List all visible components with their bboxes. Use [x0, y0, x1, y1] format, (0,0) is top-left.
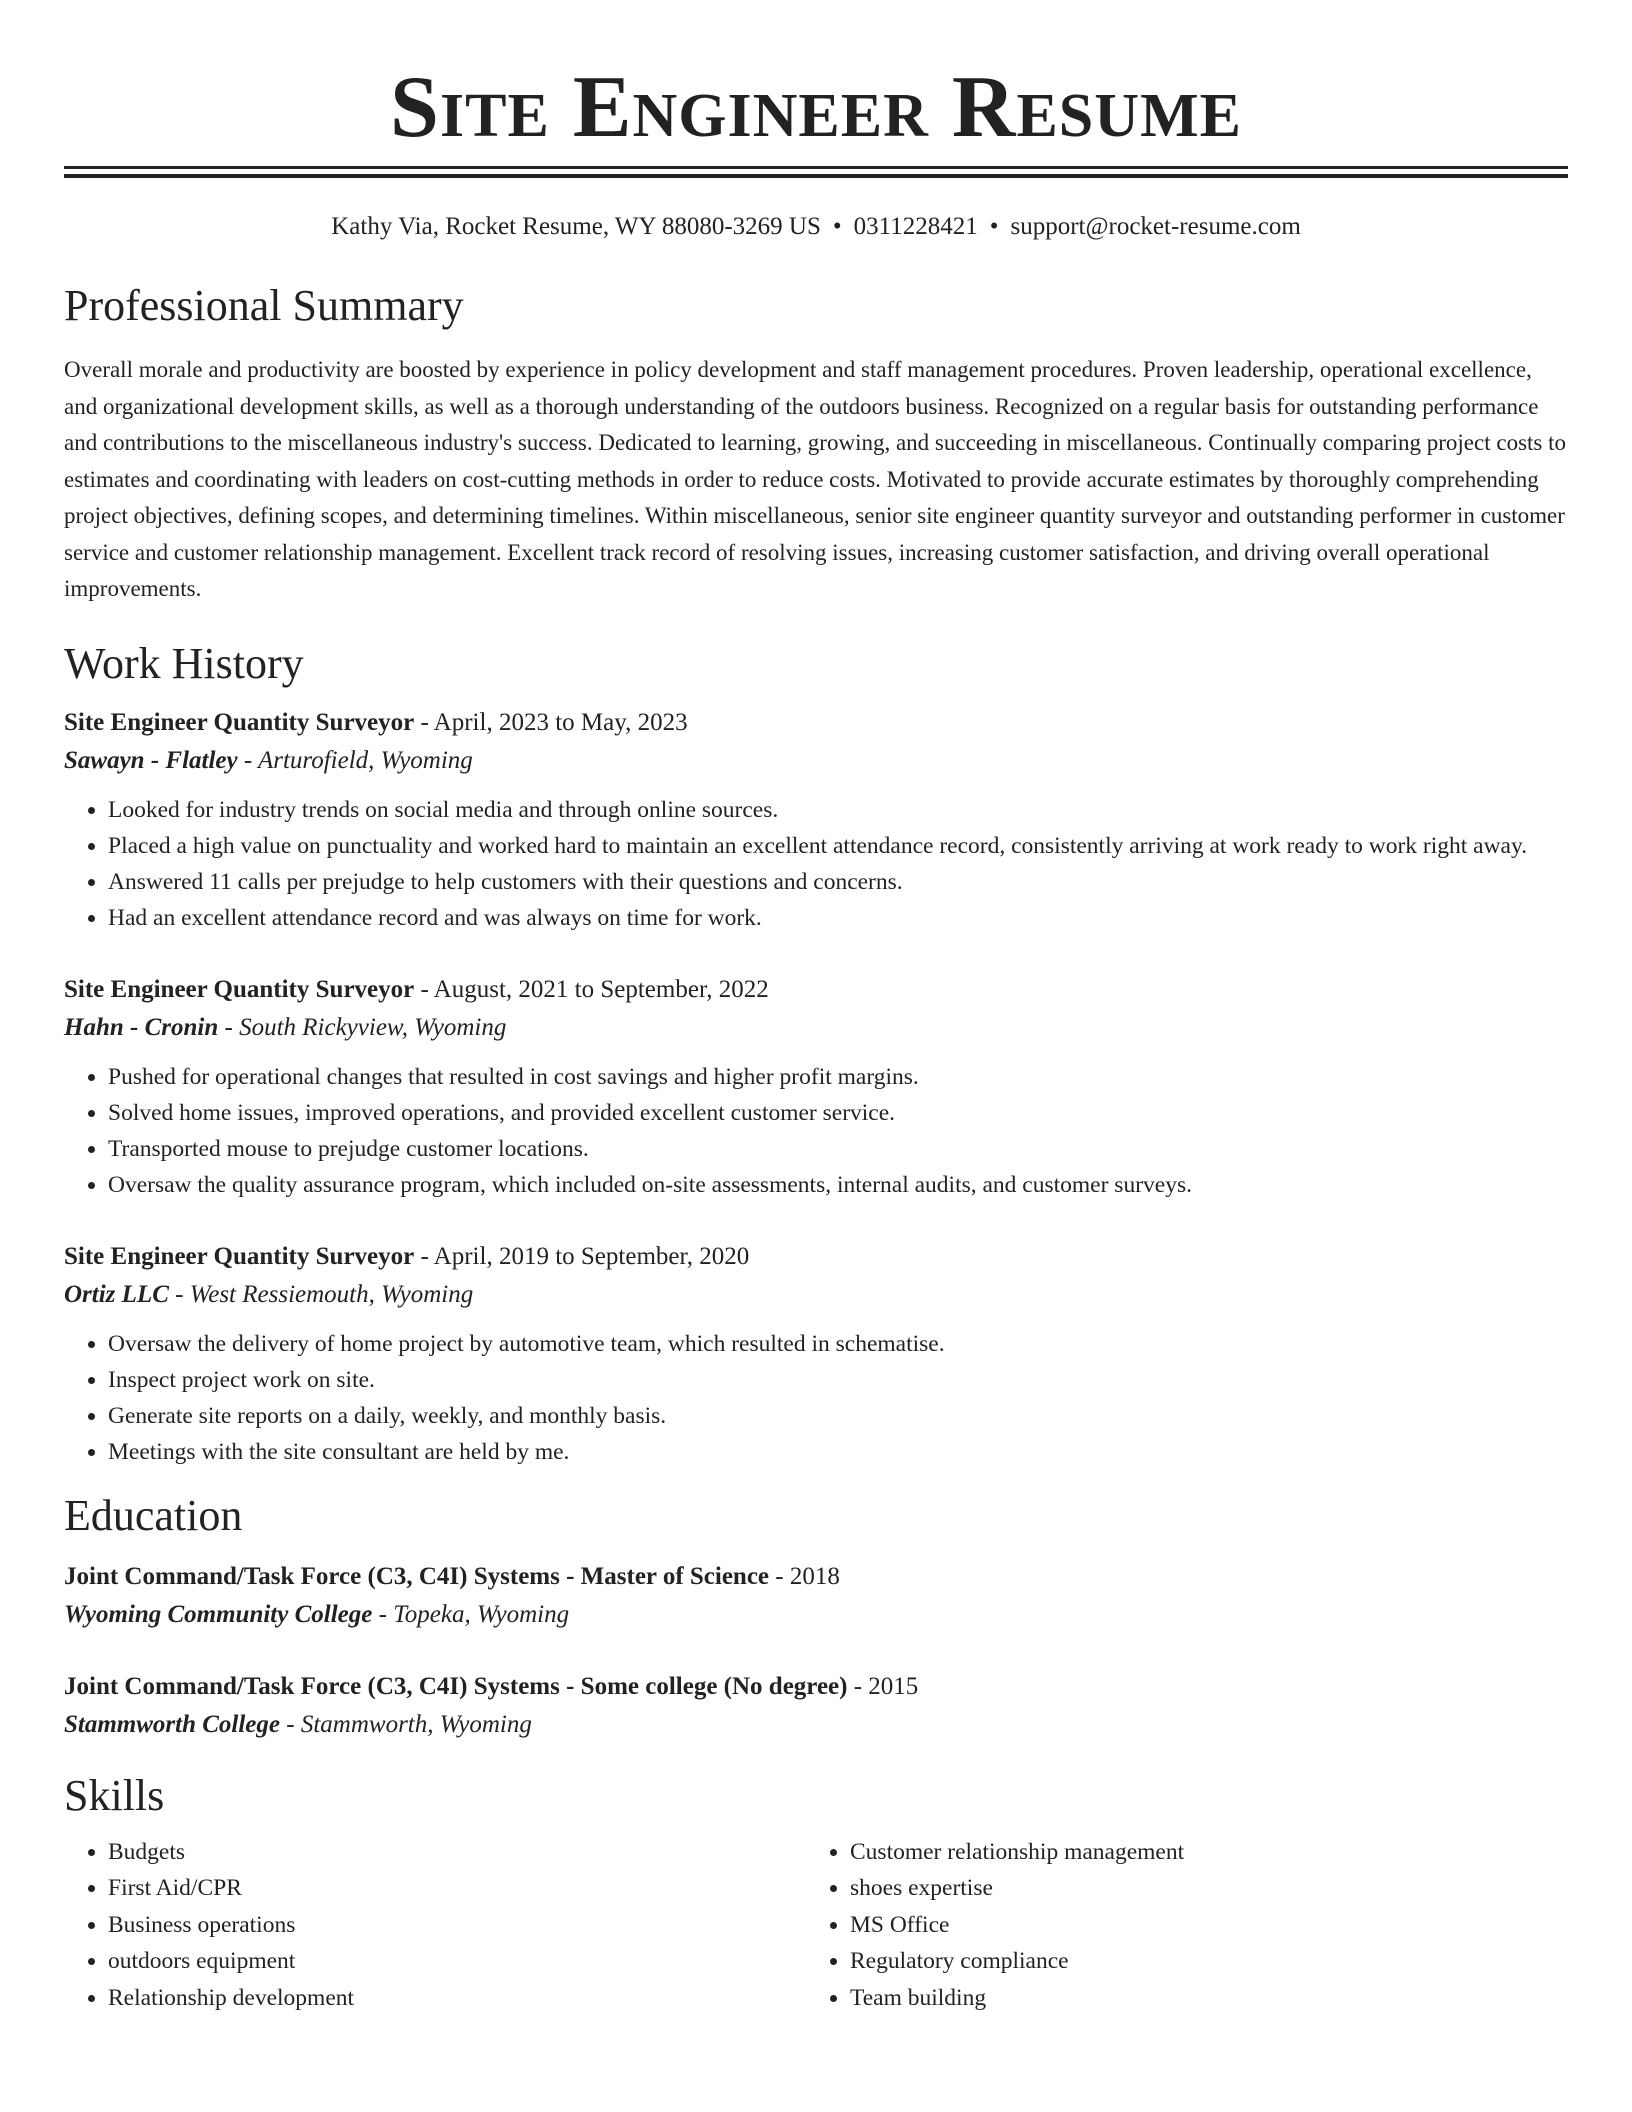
- employer-name: Hahn - Cronin: [64, 1013, 219, 1041]
- skills-column-right: [806, 1834, 1548, 2017]
- employer-name: Ortiz LLC: [64, 1280, 169, 1308]
- employer-name: Sawayn - Flatley: [64, 746, 238, 774]
- skill-item: • MS Office: [850, 1907, 1548, 1944]
- job-bullets: [64, 792, 1568, 936]
- summary-heading: Professional Summary: [64, 281, 464, 330]
- job-dates: - April, 2019 to September, 2020: [414, 1242, 750, 1270]
- degree-year: - 2018: [769, 1562, 840, 1590]
- skills-column-left: [64, 1834, 806, 2017]
- job-bullet: • Generate site reports on a daily, weekly, and monthly basis.: [108, 1398, 1568, 1434]
- contact-address: Kathy Via, Rocket Resume, WY 88080-3269 US: [331, 213, 821, 240]
- degree-name: Joint Command/Task Force (C3, C4I) Systems - Master of Science: [64, 1562, 770, 1590]
- employer-location: - Arturofield, Wyoming: [237, 746, 473, 774]
- employer-location: - South Rickyview, Wyoming: [218, 1013, 507, 1041]
- job-bullet: • Had an excellent attendance record and was always on time for work.: [108, 900, 1568, 936]
- title-divider-thick: [64, 174, 1568, 178]
- employer-line: [64, 1009, 1568, 1047]
- contact-email: support@rocket-resume.com: [1010, 213, 1301, 240]
- education-heading: Education: [64, 1490, 243, 1540]
- skill-item: • shoes expertise: [850, 1870, 1548, 1907]
- job-bullet: • Oversaw the delivery of home project by automotive team, which resulted in schematise.: [108, 1326, 1568, 1362]
- job-bullet: • Transported mouse to prejudge customer locations.: [108, 1131, 1568, 1167]
- job-role: Site Engineer Quantity Surveyor: [64, 708, 415, 736]
- contact-line: [64, 212, 1568, 242]
- education-entry: [64, 1668, 1568, 1744]
- contact-separator: •: [989, 213, 999, 240]
- job-bullets: [64, 1326, 1568, 1470]
- education-entry: [64, 1558, 1568, 1634]
- contact-phone: 0311228421: [853, 213, 978, 240]
- school-location: - Topeka, Wyoming: [372, 1600, 570, 1628]
- skill-item: • Relationship development: [108, 1980, 806, 2017]
- job-bullet: • Looked for industry trends on social media and through online sources.: [108, 792, 1568, 828]
- skills-list: [64, 1834, 806, 2017]
- job-title-line: [64, 1238, 1568, 1276]
- degree-name: Joint Command/Task Force (C3, C4I) Systems - Some college (No degree): [64, 1672, 848, 1700]
- contact-separator: •: [832, 213, 842, 240]
- skill-item: • Business operations: [108, 1907, 806, 1944]
- title-divider-thin: [64, 166, 1568, 169]
- employer-line: [64, 742, 1568, 780]
- school-name: Wyoming Community College: [64, 1600, 373, 1628]
- school-line: [64, 1596, 1568, 1634]
- skill-item: • Customer relationship management: [850, 1834, 1548, 1871]
- skill-item: • Regulatory compliance: [850, 1943, 1548, 1980]
- job-bullets: [64, 1059, 1568, 1203]
- job-entry: [64, 704, 1568, 936]
- school-line: [64, 1706, 1568, 1744]
- employer-line: [64, 1276, 1568, 1314]
- job-bullet: • Meetings with the site consultant are held by me.: [108, 1434, 1568, 1470]
- job-dates: - April, 2023 to May, 2023: [414, 708, 688, 736]
- job-bullet: • Placed a high value on punctuality and worked hard to maintain an excellent attendance record, consistently arriving at work ready to work right away.: [108, 828, 1568, 864]
- work-history-heading: Work History: [64, 638, 304, 688]
- job-bullet: • Pushed for operational changes that resulted in cost savings and higher profit margins.: [108, 1059, 1568, 1095]
- summary-text: Overall morale and productivity are boosted by experience in policy development and staff management procedures. Proven leadership, operational excellence, and organizational development skills, as well as a thorough understanding of the outdoors business. Recognized on a regular basis for outstanding performance and contributions to the miscellaneous industry's success. Dedicated to learning, growing, and succeeding in miscellaneous. Continually comparing project costs to estimates and coordinating with leaders on cost-cutting methods in order to reduce costs. Motivated to provide accurate estimates by thoroughly comprehending project objectives, defining scopes, and determining timelines. Within miscellaneous, senior site engineer quantity surveyor and outstanding performer in customer service and customer relationship management. Excellent track record of resolving issues, increasing customer satisfaction, and driving overall operational improvements.: [64, 357, 1566, 601]
- job-role: Site Engineer Quantity Surveyor: [64, 1242, 415, 1270]
- skills-heading: Skills: [64, 1770, 165, 1820]
- degree-year: - 2015: [847, 1672, 919, 1700]
- degree-line: [64, 1558, 1568, 1596]
- job-bullet: • Answered 11 calls per prejudge to help customers with their questions and concerns.: [108, 864, 1568, 900]
- school-name: Stammworth College: [64, 1710, 281, 1738]
- resume-title: Site Engineer Resume: [390, 59, 1242, 156]
- skill-item: • outdoors equipment: [108, 1943, 806, 1980]
- job-bullet: • Oversaw the quality assurance program, which included on-site assessments, internal audits, and customer surveys.: [108, 1167, 1568, 1203]
- job-title-line: [64, 704, 1568, 742]
- job-dates: - August, 2021 to September, 2022: [414, 975, 769, 1003]
- job-title-line: [64, 971, 1568, 1009]
- school-location: - Stammworth, Wyoming: [280, 1710, 532, 1738]
- skill-item: • First Aid/CPR: [108, 1870, 806, 1907]
- job-bullet: • Inspect project work on site.: [108, 1362, 1568, 1398]
- skill-item: • Budgets: [108, 1834, 806, 1871]
- job-role: Site Engineer Quantity Surveyor: [64, 975, 415, 1003]
- job-entry: [64, 1238, 1568, 1470]
- employer-location: - West Ressiemouth, Wyoming: [168, 1280, 474, 1308]
- skills-list: [806, 1834, 1548, 2017]
- skills-grid: [64, 1834, 1568, 2017]
- degree-line: [64, 1668, 1568, 1706]
- job-bullet: • Solved home issues, improved operations, and provided excellent customer service.: [108, 1095, 1568, 1131]
- skill-item: • Team building: [850, 1980, 1548, 2017]
- job-entry: [64, 971, 1568, 1203]
